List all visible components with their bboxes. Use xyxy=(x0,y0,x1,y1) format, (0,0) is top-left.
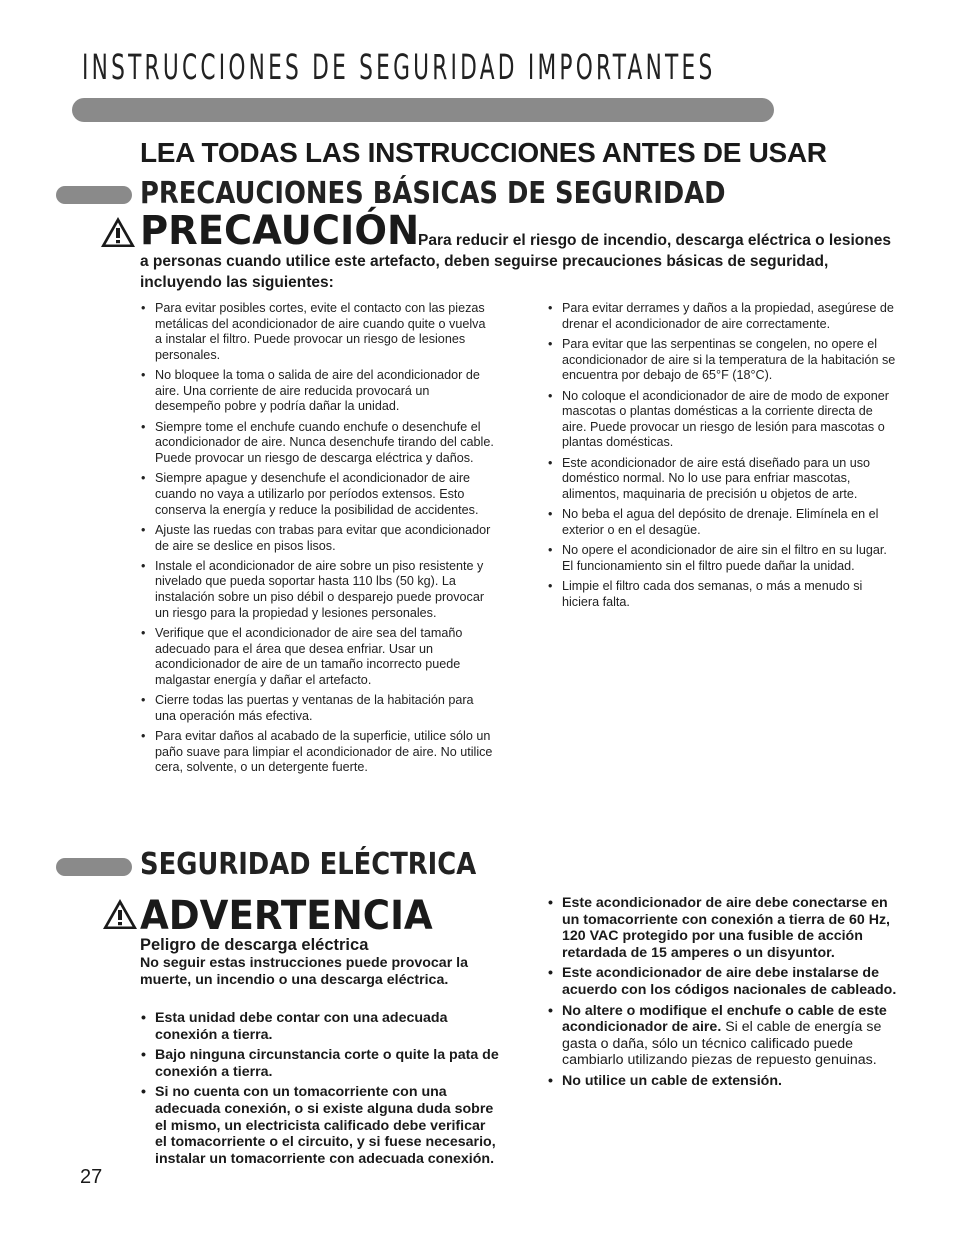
list-item: • Siempre apague y desenchufe el acondicionador de aire cuando no vaya a utilizarlo por períodos extensos. Esto conserva la energía y reduce la posibilidad de accidentes. xyxy=(141,471,495,518)
warning-word: ADVERTENCIA xyxy=(140,893,433,939)
warning-triangle-icon xyxy=(100,216,136,248)
list-item: • Este acondicionador de aire debe conectarse en un tomacorriente con conexión a tierra de 60 Hz, 120 VAC protegido por una fusible de acción retardada de 15 amperes o un disyuntor. xyxy=(548,895,898,961)
list-item: • Para evitar que las serpentinas se congelen, no opere el acondicionador de aire si la temperatura de la habitación se encuentra por debajo de 65°F (18°C). xyxy=(548,337,896,384)
list-item: • Si no cuenta con un tomacorriente con una adecuada conexión, o si existe alguna duda sobre el mismo, un electricista calificado debe verificar el tomacorriente o el circuito, y si fuese necesario, instalar un tomacorriente con adecuada conexión. xyxy=(141,1084,499,1167)
list-item: • No utilice un cable de extensión. xyxy=(548,1073,898,1090)
list-item: • No beba el agua del depósito de drenaje. Elimínela en el exterior o en el desagüe. xyxy=(548,507,896,538)
list-item: • Cierre todas las puertas y ventanas de la habitación para una operación más efectiva. xyxy=(141,693,495,724)
plug-warning-text: Si el cable de energía se gasta o daña, sólo un técnico calificado puede cambiarlo utilizando piezas de repuesto genuinas. xyxy=(562,1019,882,1069)
danger-text: No seguir estas instrucciones puede provocar la muerte, un incendio o una descarga eléctrica. xyxy=(140,955,468,988)
caution-intro xyxy=(140,230,900,293)
list-item: • Ajuste las ruedas con trabas para evitar que acondicionador de aire se deslice en pisos lisos. xyxy=(141,523,495,554)
section-marker-pill xyxy=(56,858,132,876)
list-item: • Este acondicionador de aire está diseñado para un uso doméstico normal. No lo use para enfriar mascotas, alimentos, maquinaria de precisión u objetos de arte. xyxy=(548,456,896,503)
list-item: • No bloquee la toma o salida de aire del acondicionador de aire. Una corriente de aire reducida provocará un desempeño pobre y podría dañar la unidad. xyxy=(141,368,495,415)
caution-intro-text: Para reducir el riesgo de incendio, descarga eléctrica o lesiones a personas cuando utilice este artefacto, deben seguirse precauciones básicas de seguridad, incluyendo las siguientes: xyxy=(140,232,891,291)
list-item: • Para evitar posibles cortes, evite el contacto con las piezas metálicas del acondicionador de aire cuando quite o vuelva a instalar el filtro. Puede provocar un riesgo de lesiones personales. xyxy=(141,301,495,363)
plug-warning-bold: No altere o modifique el enchufe o cable de este acondicionador de aire. xyxy=(562,1002,887,1036)
list-item: • Este acondicionador de aire debe instalarse de acuerdo con los códigos nacionales de cableado. xyxy=(548,965,898,998)
title-divider-bar xyxy=(72,98,774,122)
page-number: 27 xyxy=(80,1166,103,1188)
basic-precautions-list-left xyxy=(141,301,495,781)
list-item xyxy=(548,1003,898,1069)
page-title: INSTRUCCIONES DE SEGURIDAD IMPORTANTES xyxy=(82,48,716,88)
list-item: • No coloque el acondicionador de aire de modo de exponer mascotas o plantas domésticas a la corriente directa de aire. Puede provocar un riesgo de lesión para mascotas o plantas domésticas. xyxy=(548,389,896,451)
list-item: • Siempre tome el enchufe cuando enchufe o desenchufe el acondicionador de aire. Nunca desenchufe tirando del cable. Puede provocar un riesgo de descarga eléctrica y daños. xyxy=(141,420,495,467)
electrical-list-right xyxy=(548,895,898,1094)
danger-title: Peligro de descarga eléctrica xyxy=(140,936,369,954)
caution-word: PRECAUCIÓN xyxy=(140,208,420,254)
list-item: • Limpie el filtro cada dos semanas, o más a menudo si hiciera falta. xyxy=(548,579,896,610)
warning-triangle-icon xyxy=(102,898,138,930)
section-marker-pill xyxy=(56,186,132,204)
list-item: • No opere el acondicionador de aire sin el filtro en su lugar. El funcionamiento sin el filtro puede dañar la unidad. xyxy=(548,543,896,574)
electrical-safety-heading: SEGURIDAD ELÉCTRICA xyxy=(140,847,477,882)
basic-precautions-heading: PRECAUCIONES BÁSICAS DE SEGURIDAD xyxy=(140,176,726,211)
electrical-list-left xyxy=(141,1010,499,1171)
list-item: • Esta unidad debe contar con una adecuada conexión a tierra. xyxy=(141,1010,499,1043)
basic-precautions-list-right xyxy=(548,301,896,615)
list-item: • Bajo ninguna circunstancia corte o quite la pata de conexión a tierra. xyxy=(141,1047,499,1080)
list-item: • Para evitar daños al acabado de la superficie, utilice sólo un paño suave para limpiar el acondicionador de aire. No utilice cera, solvente, o un detergente fuerte. xyxy=(141,729,495,776)
list-item: • Instale el acondicionador de aire sobre un piso resistente y nivelado que pueda soportar hasta 110 lbs (50 kg). La instalación sobre un piso débil o desparejo puede provocar un riesgo para la propiedad y lesiones personales. xyxy=(141,559,495,621)
list-item: • Verifique que el acondicionador de aire sea del tamaño adecuado para el área que desea enfriar. Usar un acondicionador de aire de un tamaño incorrecto puede malgastar energía y dañar el artefacto. xyxy=(141,626,495,688)
list-item: • Para evitar derrames y daños a la propiedad, asegúrese de drenar el acondicionador de aire correctamente. xyxy=(548,301,896,332)
read-all-heading: LEA TODAS LAS INSTRUCCIONES ANTES DE USAR xyxy=(140,137,827,168)
